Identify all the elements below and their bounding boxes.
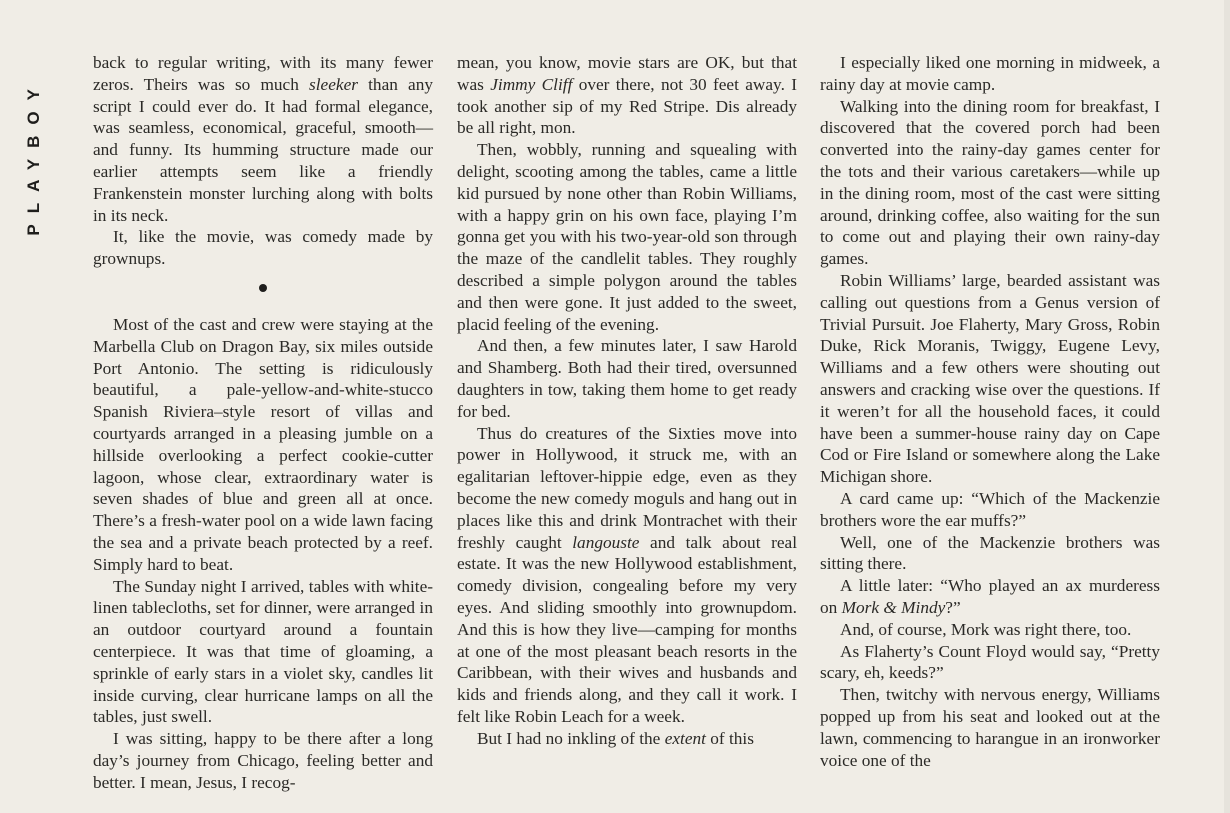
- paragraph: Then, twitchy with nervous energy, Williams popped up from his seat and looked out at the lawn, commencing to harangue in an ironworker voice one of the: [820, 685, 1160, 770]
- magazine-name-vertical: PLAYBOY: [24, 78, 43, 236]
- section-break-bullet: [93, 270, 433, 314]
- paragraph: mean, you know, movie stars are OK, but that was Jimmy Cliff over there, not 30 feet away. I took another sip of my Red Stripe. Dis already be all right, mon.: [457, 53, 797, 138]
- paragraph: back to regular writing, with its many fewer zeros. Theirs was so much sleeker than any script I could ever do. It had formal elegance, was seamless, economical, graceful, smooth—and funny. Its humming structure made our earlier attempts seem like a friendly Frankenstein monster lurching along with bolts in its neck.: [93, 53, 433, 225]
- paragraph: And, of course, Mork was right there, too.: [840, 619, 1132, 639]
- paragraph: But I had no inkling of the extent of this: [477, 728, 754, 748]
- paragraph: The Sunday night I arrived, tables with white-linen tablecloths, set for dinner, were arranged in an outdoor courtyard around a fountain centerpiece. It was that time of gloaming, a sprinkle of early stars in a violet sky, candles lit inside curving, clear hurricane lamps on all the tables, just swell.: [93, 576, 433, 727]
- paragraph: Robin Williams’ large, bearded assistant was calling out questions from a Genus version of Trivial Pursuit. Joe Flaherty, Mary Gross, Robin Duke, Rick Moranis, Twiggy, Eugene Levy, Williams and a few others were shouting out answers and cracking wise over the questions. If it weren’t for all the household faces, it could have been a summer-house rainy day on Cape Cod or Fire Island or somewhere along the Lake Michigan shore.: [820, 270, 1160, 487]
- paragraph: I especially liked one morning in midweek, a rainy day at movie camp.: [820, 53, 1160, 94]
- paragraph: Then, wobbly, running and squealing with delight, scooting among the tables, came a little kid pursued by none other than Robin Williams, with a happy grin on his own face, playing I’m gonna get you with his two-year-old son through the maze of the candlelit tables. They roughly described a simple polygon around the tables and then were gone. It just added to the sweet, placid feeling of the evening.: [457, 140, 797, 334]
- article-column-2: [457, 52, 797, 750]
- article-column-3: [820, 52, 1160, 771]
- paragraph: Thus do creatures of the Sixties move into power in Hollywood, it struck me, with an egalitarian leftover-hippie edge, even as they become the new comedy moguls and hang out in places like this and drink Montrachet with their freshly caught langouste and talk about real estate. It was the new Hollywood establishment, comedy division, congealing before my very eyes. And sliding smoothly into grownupdom. And this is how they live—camping for months at one of the most pleasant beach resorts in the Caribbean, with their wives and husbands and kids and friends along, and they call it work. I felt like Robin Leach for a week.: [457, 423, 797, 726]
- paragraph: Walking into the dining room for breakfast, I discovered that the covered porch had been converted into the rainy-day games center for the tots and their various caretakers—while up in the dining room, most of the cast were sitting around, drinking coffee, also waiting for the sun to come out and playing their own rainy-day games.: [820, 96, 1160, 269]
- magazine-side-tab: [0, 30, 56, 813]
- paragraph: It, like the movie, was comedy made by grownups.: [93, 227, 433, 269]
- article-column-1: [93, 52, 433, 794]
- page-edge: [1224, 0, 1230, 813]
- paragraph: Most of the cast and crew were staying at the Marbella Club on Dragon Bay, six miles outside Port Antonio. The setting is ridiculously beautiful, a pale-yellow-and-white-stucco Spanish Riviera–style resort of villas and courtyards arranged in a pleasing jumble on a hillside overlooking a perfect cookie-cutter lagoon, whose clear, extraordinary water is seven shades of blue and green all at once. There’s a fresh-water pool on a wide lawn facing the sea and a private beach protected by a reef. Simply hard to beat.: [93, 314, 433, 574]
- paragraph: As Flaherty’s Count Floyd would say, “Pretty scary, eh, keeds?”: [820, 641, 1160, 683]
- paragraph: Well, one of the Mackenzie brothers was sitting there.: [820, 532, 1160, 574]
- paragraph: And then, a few minutes later, I saw Harold and Shamberg. Both had their tired, oversunned daughters in tow, taking them home to get ready for bed.: [457, 336, 797, 421]
- paragraph: A little later: “Who played an ax murderess on Mork & Mindy?”: [820, 576, 1160, 617]
- paragraph: I was sitting, happy to be there after a long day’s journey from Chicago, feeling better and better. I mean, Jesus, I recog-: [93, 729, 433, 792]
- paragraph: A card came up: “Which of the Mackenzie brothers wore the ear muffs?”: [820, 488, 1160, 530]
